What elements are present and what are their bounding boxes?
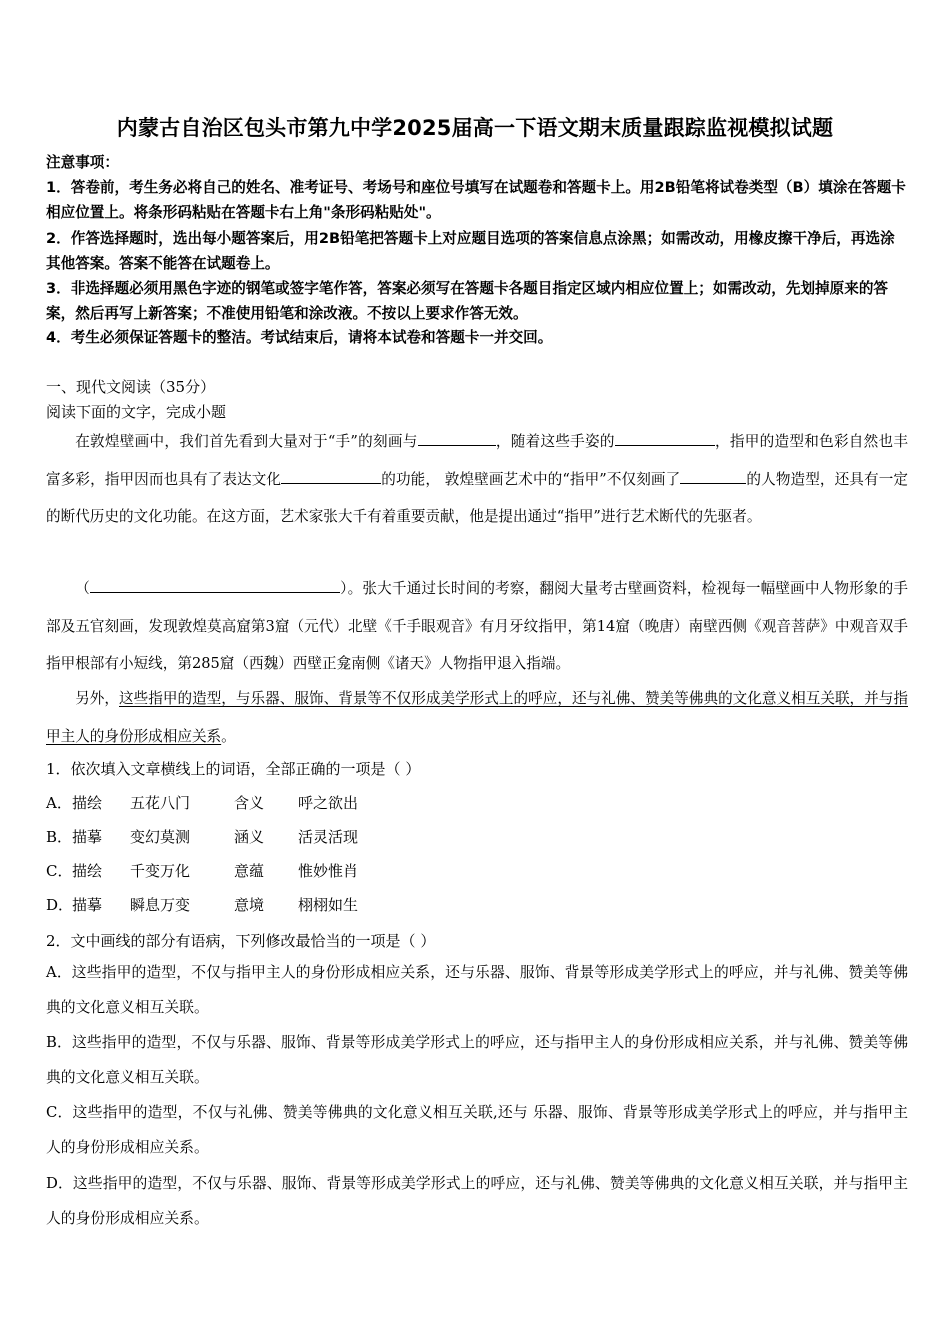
question-2-stem: 2．文中画线的部分有语病，下列修改最恰当的一项是（ ）	[46, 932, 436, 950]
question-2-option-a: A．这些指甲的造型，不仅与指甲主人的身份形成相应关系，还与乐器、服饰、背景等形成美学形式上的呼应，并与礼佛、赞美等佛典的文化意义相互关联。	[46, 964, 908, 1016]
notice-heading: 注意事项：	[46, 154, 119, 171]
blank-2	[615, 431, 715, 446]
p1-text-c: ，指甲的造型和色彩自然也丰富多彩，指甲因而也具有了表达文化	[46, 433, 908, 488]
notice-item-3: 3．非选择题必须用黑色字迹的钢笔或签字笔作答，答案必须写在答题卡各题目指定区域内相应位置上；如需改动，先划掉原来的答案，然后再写上新答案；不准使用铅笔和涂改液。不按以上要求作答无效。	[46, 280, 889, 322]
question-2-option-c: C．这些指甲的造型，不仅与礼佛、赞美等佛典的文化意义相互关联,还与 乐器、服饰、背景等形成美学形式上的呼应，并与指甲主人的身份形成相应关系。	[46, 1104, 908, 1156]
question-2-option-b: B．这些指甲的造型，不仅与乐器、服饰、背景等形成美学形式上的呼应，还与指甲主人的身份形成相应关系，并与礼佛、赞美等佛典的文化意义相互关联。	[46, 1034, 908, 1086]
notice-item-4: 4．考生必须保证答题卡的整洁。考试结束后，请将本试卷和答题卡一并交回。	[46, 329, 553, 346]
question-1-option-d: D．描摹 瞬息万变 意境 栩栩如生	[46, 896, 359, 914]
p1-text-a: 在敦煌壁画中，我们首先看到大量对于“手”的刻画与	[75, 433, 418, 450]
question-1-option-a: A．描绘 五花八门 含义 呼之欲出	[46, 794, 359, 812]
passage-paragraph-3	[46, 680, 908, 755]
blank-4	[680, 469, 746, 484]
question-1-option-c: C．描绘 千变万化 意蕴 惟妙惟肖	[46, 862, 359, 880]
notice-item-2: 2．作答选择题时，选出每小题答案后，用2B铅笔把答题卡上对应题目选项的答案信息点涂黑；如需改动，用橡皮擦干净后，再选涂其他答案。答案不能答在试题卷上。	[46, 230, 895, 272]
p1-text-e: 的人物造型，还具有一定的断代历史的文化功能。在这方面，艺术家张大千有着重要贡献，他是提出通过“指甲”进行艺术断代的先驱者。	[46, 470, 908, 525]
p2-close-paren: ）	[339, 580, 348, 597]
page-title: 内蒙古自治区包头市第九中学2025届高一下语文期末质量跟踪监视模拟试题	[116, 116, 834, 140]
notice-item-1: 1．答卷前，考生务必将自己的姓名、准考证号、考场号和座位号填写在试题卷和答题卡上。用2B铅笔将试卷类型（B）填涂在答题卡相应位置上。将条形码粘贴在答题卡右上角"条形码粘贴处"。	[46, 179, 906, 221]
p1-text-b: ，随着这些手姿的	[495, 433, 615, 450]
passage-paragraph-1	[46, 423, 908, 536]
p2-text: 。张大千通过长时间的考察，翻阅大量考古壁画资料，检视每一幅壁画中人物形象的手部及五官刻画，发现敦煌莫高窟第3窟（元代）北壁《千手眼观音》有月牙纹指甲，第14窟（晚唐）南壁西侧《观音菩萨》中观音双手指甲根部有小短线，第285窟（西魏）西壁正龛南侧《诸天》人物指甲退入指端。	[46, 580, 908, 672]
section-heading: 一、现代文阅读（35分）	[46, 378, 216, 396]
question-2-option-d: D．这些指甲的造型，不仅与乐器、服饰、背景等形成美学形式上的呼应，还与礼佛、赞美等佛典的文化意义相互关联，并与指甲主人的身份形成相应关系。	[46, 1175, 908, 1227]
p1-text-d: 的功能， 敦煌壁画艺术中的“指甲”不仅刻画了	[381, 470, 681, 488]
p3-lead: 另外，	[75, 690, 120, 707]
p2-open-paren: （	[75, 580, 90, 597]
p3-end: 。	[221, 727, 236, 745]
question-1-stem: 1．依次填入文章横线上的词语，全部正确的一项是（ ）	[46, 760, 421, 778]
underlined-sentence: 这些指甲的造型，与乐器、服饰、背景等不仅形成美学形式上的呼应，还与礼佛、赞美等佛典的文化意义相互关联，并与指甲主人的身份形成相应关系	[46, 690, 908, 745]
blank-5	[90, 578, 340, 593]
section-instruction: 阅读下面的文字，完成小题	[46, 403, 227, 421]
blank-1	[418, 431, 496, 446]
blank-3	[281, 469, 381, 484]
question-1-option-b: B．描摹 变幻莫测 涵义 活灵活现	[46, 828, 359, 846]
passage-paragraph-2	[46, 570, 908, 683]
